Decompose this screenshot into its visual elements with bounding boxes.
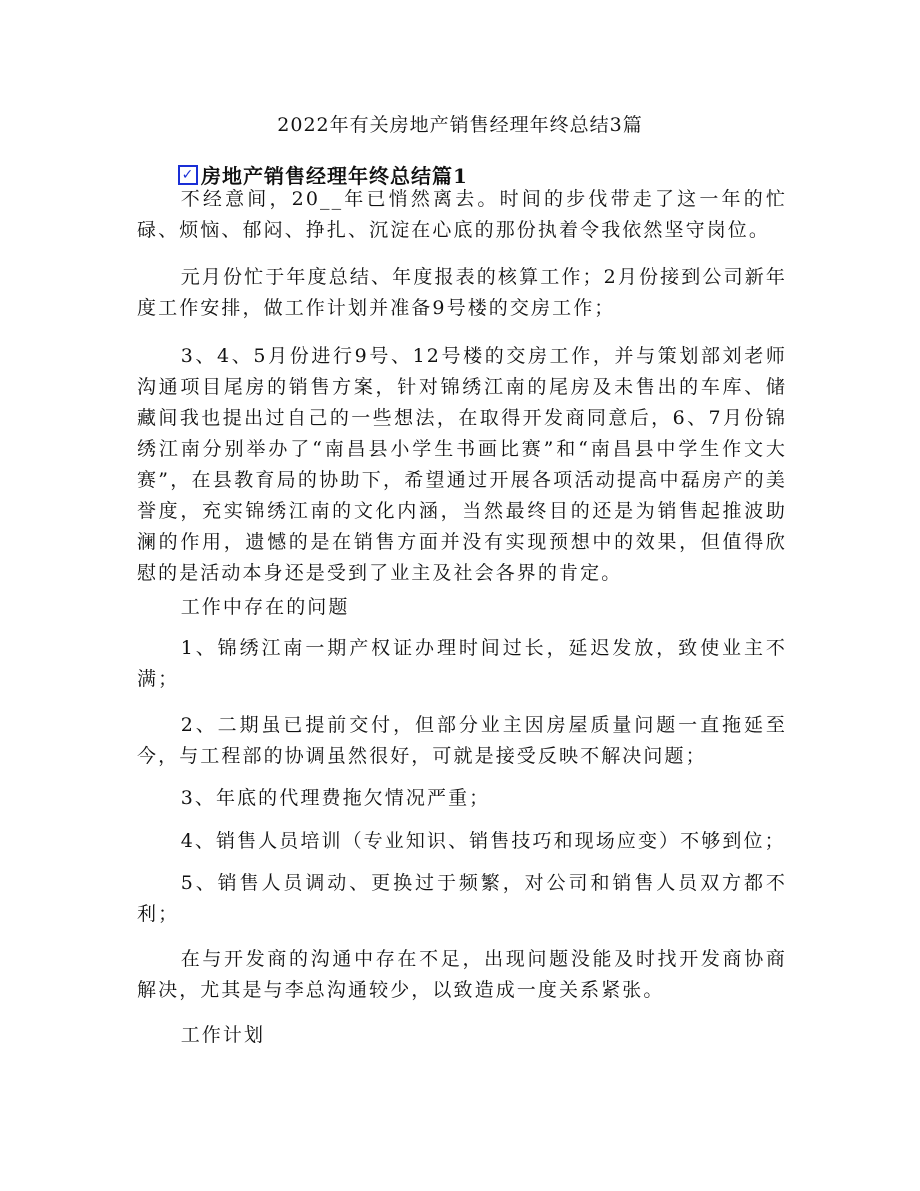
paragraph: 不经意间，20__年已悄然离去。时间的步伐带走了这一年的忙碌、烦恼、郁闷、挣扎、沉淀在心底的那份执着令我依然坚守岗位。 bbox=[137, 188, 787, 241]
paragraph-plan-heading bbox=[137, 1020, 787, 1051]
paragraph-january bbox=[137, 262, 787, 324]
paragraph-problem-2 bbox=[137, 710, 787, 772]
list-item: 4、销售人员培训（专业知识、销售技巧和现场应变）不够到位； bbox=[180, 830, 786, 852]
paragraph-problem-1 bbox=[137, 633, 787, 695]
paragraph: 在与开发商的沟通中存在不足，出现问题没能及时找开发商协商解决，尤其是与李总沟通较少，以致造成一度关系紧张。 bbox=[137, 948, 787, 1001]
list-item: 2、二期虽已提前交付，但部分业主因房屋质量问题一直拖延至今，与工程部的协调虽然很好，可就是接受反映不解决问题； bbox=[137, 714, 787, 767]
paragraph: 3、4、5月份进行9号、12号楼的交房工作，并与策划部刘老师沟通项目尾房的销售方案，针对锦绣江南的尾房及未售出的车库、储藏间我也提出过自己的一些想法，在取得开发商同意后，6、7月份锦绣江南分别举办了“南昌县小学生书画比赛”和“南昌县中学生作文大赛”，在县教育局的协助下，希望通过开展各项活动提高中磊房产的美誉度，充实锦绣江南的文化内涵，当然最终目的还是为销售起推波助澜的作用，遗憾的是在销售方面并没有实现预想中的效果，但值得欣慰的是活动本身还是受到了业主及社会各界的肯定。 bbox=[137, 345, 787, 584]
list-item: 3、年底的代理费拖欠情况严重； bbox=[180, 787, 491, 809]
document-title: 2022年有关房地产销售经理年终总结3篇 bbox=[277, 114, 643, 136]
paragraph-problem-4 bbox=[137, 826, 787, 857]
subheading: 工作中存在的问题 bbox=[180, 596, 350, 618]
list-item: 1、锦绣江南一期产权证办理时间过长，延迟发放，致使业主不满； bbox=[137, 637, 787, 690]
paragraph-problem-3 bbox=[137, 783, 787, 814]
paragraph-activities bbox=[137, 341, 787, 589]
list-item: 5、销售人员调动、更换过于频繁，对公司和销售人员双方都不利； bbox=[137, 872, 787, 925]
section-heading-text: 房地产销售经理年终总结篇1 bbox=[201, 164, 468, 188]
paragraph: 元月份忙于年度总结、年度报表的核算工作；2月份接到公司新年度工作安排，做工作计划并准备9号楼的交房工作； bbox=[137, 266, 787, 319]
paragraph-intro bbox=[137, 184, 787, 246]
paragraph-problems-heading bbox=[137, 592, 787, 623]
paragraph-problem-5 bbox=[137, 868, 787, 930]
paragraph-communication bbox=[137, 944, 787, 1006]
checked-box-icon: ✓ bbox=[178, 165, 198, 185]
subheading: 工作计划 bbox=[180, 1024, 266, 1046]
